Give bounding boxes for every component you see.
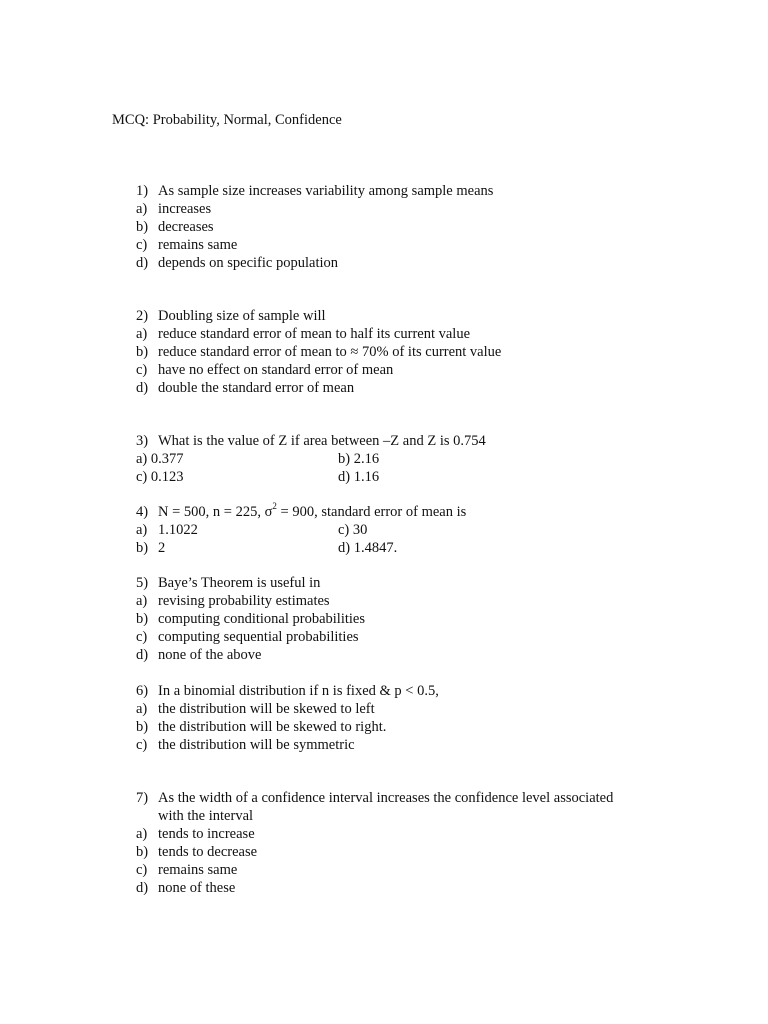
option-c: c) 30 <box>338 522 368 538</box>
question-stem <box>136 789 696 807</box>
option-marker: a) <box>136 522 148 538</box>
option-marker: b) <box>136 540 149 556</box>
option-marker: c) <box>136 237 148 253</box>
question-number: 4) <box>136 504 149 520</box>
option-b <box>136 718 696 736</box>
option-text: none of the above <box>158 647 262 663</box>
option-c <box>136 861 696 879</box>
option-text: revising probability estimates <box>158 593 330 609</box>
option-a <box>136 325 696 343</box>
option-marker: d) <box>136 380 149 396</box>
option-a <box>136 592 696 610</box>
option-c <box>136 628 696 646</box>
superscript: 2 <box>272 501 277 512</box>
option-text: the distribution will be symmetric <box>158 737 355 753</box>
option-b <box>136 218 696 236</box>
option-marker: a) <box>136 701 148 717</box>
option-marker: a) <box>136 201 148 217</box>
question-4 <box>136 503 696 557</box>
option-marker: c) <box>136 629 148 645</box>
option-marker: c) <box>136 362 148 378</box>
question-number: 3) <box>136 433 149 449</box>
question-text: In a binomial distribution if n is fixed & p < 0.5, <box>158 683 439 699</box>
option-marker: b) <box>136 344 149 360</box>
question-text-end: = 900, standard error of mean is <box>276 504 467 520</box>
option-text: depends on specific population <box>158 255 338 271</box>
question-number: 1) <box>136 183 149 199</box>
question-text: As sample size increases variability among sample means <box>158 183 494 199</box>
option-row <box>136 521 696 539</box>
option-d: d) 1.16 <box>338 469 380 485</box>
question-1 <box>136 182 696 272</box>
option-d <box>136 379 696 397</box>
option-marker: d) <box>136 880 149 896</box>
option-marker: c) <box>136 737 148 753</box>
option-text: reduce standard error of mean to half its current value <box>158 326 471 342</box>
option-a <box>136 825 696 843</box>
option-text: decreases <box>158 219 214 235</box>
option-d: d) 1.4847. <box>338 540 398 556</box>
page-title: MCQ: Probability, Normal, Confidence <box>112 112 342 128</box>
option-row <box>136 450 696 468</box>
option-text: tends to decrease <box>158 844 258 860</box>
option-text: increases <box>158 201 212 217</box>
option-a <box>136 700 696 718</box>
option-a: a) 0.377 <box>136 451 184 467</box>
option-text: none of these <box>158 880 236 896</box>
option-text: the distribution will be skewed to right. <box>158 719 387 735</box>
option-c <box>136 736 696 754</box>
question-text: What is the value of Z if area between –Z and Z is 0.754 <box>158 433 486 449</box>
option-b <box>136 610 696 628</box>
question-stem <box>136 307 696 325</box>
question-text: Baye’s Theorem is useful in <box>158 575 321 591</box>
option-marker: c) <box>136 862 148 878</box>
option-marker: d) <box>136 647 149 663</box>
option-c <box>136 236 696 254</box>
option-b <box>136 843 696 861</box>
option-marker: a) <box>136 593 148 609</box>
question-5 <box>136 574 696 664</box>
option-a <box>136 200 696 218</box>
question-number: 5) <box>136 575 149 591</box>
option-text: remains same <box>158 862 238 878</box>
option-text: remains same <box>158 237 238 253</box>
option-text: 1.1022 <box>158 522 198 538</box>
option-marker: a) <box>136 326 148 342</box>
question-stem <box>136 574 696 592</box>
question-text: Doubling size of sample will <box>158 308 326 324</box>
option-text: computing sequential probabilities <box>158 629 359 645</box>
option-c: c) 0.123 <box>136 469 184 485</box>
question-number: 7) <box>136 790 149 806</box>
question-text: As the width of a confidence interval increases the confidence level associated <box>158 790 614 806</box>
question-2 <box>136 307 696 397</box>
option-row <box>136 468 696 486</box>
option-b: b) 2.16 <box>338 451 380 467</box>
option-text: the distribution will be skewed to left <box>158 701 375 717</box>
question-stem <box>136 682 696 700</box>
question-6 <box>136 682 696 754</box>
option-marker: a) <box>136 826 148 842</box>
question-number: 6) <box>136 683 149 699</box>
option-marker: d) <box>136 255 149 271</box>
question-stem <box>136 503 696 521</box>
option-marker: b) <box>136 844 149 860</box>
option-b <box>136 343 696 361</box>
option-text: reduce standard error of mean to ≈ 70% of its current value <box>158 344 502 360</box>
option-d <box>136 646 696 664</box>
option-c <box>136 361 696 379</box>
option-marker: b) <box>136 719 149 735</box>
question-text <box>158 503 466 521</box>
question-stem <box>136 182 696 200</box>
question-text-start: N = 500, n = 225, σ <box>158 504 273 520</box>
option-text: double the standard error of mean <box>158 380 355 396</box>
option-text: tends to increase <box>158 826 255 842</box>
question-stem <box>136 432 696 450</box>
option-d <box>136 254 696 272</box>
option-marker: b) <box>136 611 149 627</box>
question-number: 2) <box>136 308 149 324</box>
option-text: have no effect on standard error of mean <box>158 362 394 378</box>
option-text: computing conditional probabilities <box>158 611 365 627</box>
question-text-continued: with the interval <box>158 808 254 824</box>
question-3 <box>136 432 696 486</box>
option-row <box>136 539 696 557</box>
option-text: 2 <box>158 540 166 556</box>
option-d <box>136 879 696 897</box>
question-7 <box>136 789 696 897</box>
option-marker: b) <box>136 219 149 235</box>
